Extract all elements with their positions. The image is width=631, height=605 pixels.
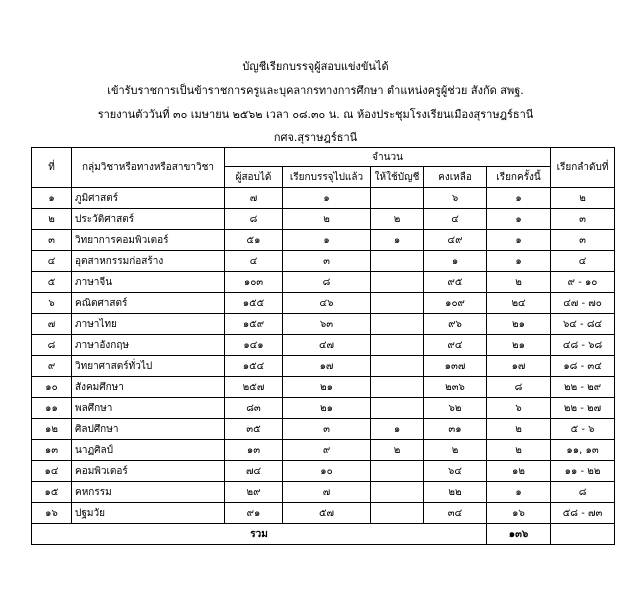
row-no: ๗ — [32, 314, 72, 335]
row-no: ๔ — [32, 251, 72, 272]
row-no: ๑๔ — [32, 461, 72, 482]
row-passed: ๗๔ — [225, 461, 283, 482]
row-used-list: ๒ — [371, 209, 424, 230]
row-called-now: ๒๑ — [487, 335, 551, 356]
table-row — [32, 419, 615, 440]
row-rank: ๓ — [551, 209, 615, 230]
row-called-before: ๑๐ — [283, 461, 371, 482]
table-row — [32, 251, 615, 272]
row-called-before: ๑ — [283, 230, 371, 251]
row-rank: ๙ - ๑๐ — [551, 272, 615, 293]
row-rank: ๒๒ - ๒๙ — [551, 377, 615, 398]
row-remaining: ๑ — [424, 251, 487, 272]
row-subject: สังคมศึกษา — [72, 377, 225, 398]
row-called-now: ๑ — [487, 188, 551, 209]
row-remaining: ๖๒ — [424, 398, 487, 419]
table-row — [32, 335, 615, 356]
row-called-before: ๑๗ — [283, 356, 371, 377]
row-subject: ภาษาไทย — [72, 314, 225, 335]
row-passed: ๗ — [225, 188, 283, 209]
table-row — [32, 209, 615, 230]
row-called-before: ๙ — [283, 440, 371, 461]
table-row — [32, 230, 615, 251]
header-no: ที่ — [32, 148, 72, 188]
row-used-list: ๑ — [371, 419, 424, 440]
row-called-before: ๓ — [283, 251, 371, 272]
row-called-before: ๒๑ — [283, 398, 371, 419]
row-called-now: ๒๔ — [487, 293, 551, 314]
header-used-list: ให้ใช้บัญชี — [371, 167, 424, 188]
row-remaining: ๒ — [424, 440, 487, 461]
row-subject: คหกรรม — [72, 482, 225, 503]
row-rank: ๑๘ - ๓๔ — [551, 356, 615, 377]
header-rank-order: เรียกลำดับที่ — [551, 148, 615, 188]
row-passed: ๒๕๗ — [225, 377, 283, 398]
row-no: ๑๒ — [32, 419, 72, 440]
row-rank: ๒๒ - ๒๗ — [551, 398, 615, 419]
table-row — [32, 272, 615, 293]
row-remaining: ๙๕ — [424, 272, 487, 293]
row-rank: ๕๘ - ๗๓ — [551, 503, 615, 524]
title-line-1: บัญชีเรียกบรรจุผู้สอบแข่งขันได้ — [242, 60, 389, 73]
table-row — [32, 482, 615, 503]
row-rank: ๒ — [551, 188, 615, 209]
row-passed: ๙๑ — [225, 503, 283, 524]
header-called-now: เรียกครั้งนี้ — [487, 167, 551, 188]
row-called-now: ๒ — [487, 272, 551, 293]
row-rank: ๔๘ - ๖๘ — [551, 335, 615, 356]
row-called-now: ๒ — [487, 440, 551, 461]
row-subject: ปฐมวัย — [72, 503, 225, 524]
table-row — [32, 188, 615, 209]
total-row — [32, 524, 615, 545]
row-called-now: ๑ — [487, 482, 551, 503]
row-used-list — [371, 356, 424, 377]
title-line-4: กศจ.สุราษฎร์ธานี — [273, 131, 358, 144]
row-called-now: ๑๗ — [487, 356, 551, 377]
row-called-now: ๘ — [487, 377, 551, 398]
row-no: ๑ — [32, 188, 72, 209]
total-label: รวม — [32, 524, 487, 545]
row-used-list — [371, 398, 424, 419]
row-called-now: ๑๒ — [487, 461, 551, 482]
row-called-now: ๑ — [487, 230, 551, 251]
row-passed: ๑๕๕ — [225, 293, 283, 314]
row-called-before: ๕๗ — [283, 503, 371, 524]
row-remaining: ๓๑ — [424, 419, 487, 440]
header-amount: จำนวน — [225, 148, 551, 167]
total-called-now: ๑๓๖ — [487, 524, 551, 545]
row-subject: คณิตศาสตร์ — [72, 293, 225, 314]
row-used-list — [371, 482, 424, 503]
row-used-list — [371, 503, 424, 524]
row-subject: คอมพิวเตอร์ — [72, 461, 225, 482]
row-rank: ๑๑ - ๒๒ — [551, 461, 615, 482]
title-line-2: เข้ารับราชการเป็นข้าราชการครูและบุคลากรทางการศึกษา ตำแหน่งครูผู้ช่วย สังกัด สพฐ. — [107, 84, 524, 97]
row-called-before: ๘ — [283, 272, 371, 293]
row-subject: ภาษาจีน — [72, 272, 225, 293]
row-used-list — [371, 272, 424, 293]
row-used-list: ๒ — [371, 440, 424, 461]
row-passed: ๒๙ — [225, 482, 283, 503]
row-no: ๑๖ — [32, 503, 72, 524]
row-subject: ภาษาอังกฤษ — [72, 335, 225, 356]
row-remaining: ๔๙ — [424, 230, 487, 251]
row-called-now: ๒๑ — [487, 314, 551, 335]
row-passed: ๘๓ — [225, 398, 283, 419]
table-row — [32, 356, 615, 377]
header-passed: ผู้สอบได้ — [225, 167, 283, 188]
row-called-before: ๔๖ — [283, 293, 371, 314]
row-used-list — [371, 377, 424, 398]
row-called-now: ๑ — [487, 209, 551, 230]
row-rank: ๔๗ - ๗๐ — [551, 293, 615, 314]
row-remaining: ๙๖ — [424, 314, 487, 335]
row-passed: ๕๑ — [225, 230, 283, 251]
table-row — [32, 398, 615, 419]
table-row — [32, 440, 615, 461]
row-used-list — [371, 188, 424, 209]
row-called-before: ๖๓ — [283, 314, 371, 335]
table-row — [32, 293, 615, 314]
row-called-before: ๒ — [283, 209, 371, 230]
row-called-before: ๒๑ — [283, 377, 371, 398]
row-passed: ๑๔๑ — [225, 335, 283, 356]
row-rank: ๑๑, ๑๓ — [551, 440, 615, 461]
title-line-3: รายงานตัววันที่ ๓๐ เมษายน ๒๕๖๒ เวลา ๐๘.๓๐ น. ณ ห้องประชุมโรงเรียนเมืองสุราษฎร์ธานี — [97, 108, 534, 121]
row-used-list — [371, 314, 424, 335]
table-row — [32, 314, 615, 335]
row-rank: ๕ - ๖ — [551, 419, 615, 440]
row-remaining: ๔ — [424, 209, 487, 230]
row-rank: ๘ — [551, 482, 615, 503]
row-subject: อุตสาหกรรมก่อสร้าง — [72, 251, 225, 272]
total-empty — [551, 524, 615, 545]
row-passed: ๘ — [225, 209, 283, 230]
row-no: ๑๓ — [32, 440, 72, 461]
row-passed: ๑๓ — [225, 440, 283, 461]
row-used-list — [371, 251, 424, 272]
row-rank: ๖๔ - ๘๔ — [551, 314, 615, 335]
row-subject: วิทยาการคอมพิวเตอร์ — [72, 230, 225, 251]
row-called-now: ๑ — [487, 251, 551, 272]
table-row — [32, 503, 615, 524]
row-no: ๖ — [32, 293, 72, 314]
row-remaining: ๖๔ — [424, 461, 487, 482]
row-no: ๑๑ — [32, 398, 72, 419]
row-called-now: ๑๖ — [487, 503, 551, 524]
row-remaining: ๑๐๙ — [424, 293, 487, 314]
row-no: ๙ — [32, 356, 72, 377]
row-no: ๘ — [32, 335, 72, 356]
row-subject: ประวัติศาสตร์ — [72, 209, 225, 230]
row-subject: ภูมิศาสตร์ — [72, 188, 225, 209]
row-used-list — [371, 293, 424, 314]
row-no: ๕ — [32, 272, 72, 293]
row-no: ๒ — [32, 209, 72, 230]
row-remaining: ๓๔ — [424, 503, 487, 524]
row-rank: ๔ — [551, 251, 615, 272]
table-body — [32, 188, 615, 524]
row-no: ๓ — [32, 230, 72, 251]
row-subject: พลศึกษา — [72, 398, 225, 419]
row-subject: นาฏศิลป์ — [72, 440, 225, 461]
row-passed: ๑๐๓ — [225, 272, 283, 293]
row-subject: วิทยาศาสตร์ทั่วไป — [72, 356, 225, 377]
row-remaining: ๑๓๗ — [424, 356, 487, 377]
row-remaining: ๙๔ — [424, 335, 487, 356]
row-no: ๑๐ — [32, 377, 72, 398]
header-remaining: คงเหลือ — [424, 167, 487, 188]
row-rank: ๓ — [551, 230, 615, 251]
table-row — [32, 377, 615, 398]
table-row — [32, 461, 615, 482]
header-subject: กลุ่มวิชาหรือทางหรือสาขาวิชา — [72, 148, 225, 188]
row-called-before: ๗ — [283, 482, 371, 503]
row-called-before: ๔๗ — [283, 335, 371, 356]
row-called-now: ๒ — [487, 419, 551, 440]
row-passed: ๑๕๔ — [225, 356, 283, 377]
row-passed: ๔ — [225, 251, 283, 272]
row-called-before: ๑ — [283, 188, 371, 209]
row-passed: ๓๕ — [225, 419, 283, 440]
row-called-before: ๓ — [283, 419, 371, 440]
row-used-list: ๑ — [371, 230, 424, 251]
row-remaining: ๒๒ — [424, 482, 487, 503]
row-used-list — [371, 335, 424, 356]
row-remaining: ๒๓๖ — [424, 377, 487, 398]
call-list-table — [31, 147, 615, 545]
row-remaining: ๖ — [424, 188, 487, 209]
row-no: ๑๕ — [32, 482, 72, 503]
row-used-list — [371, 461, 424, 482]
row-passed: ๑๕๙ — [225, 314, 283, 335]
row-called-now: ๖ — [487, 398, 551, 419]
row-subject: ศิลปศึกษา — [72, 419, 225, 440]
header-called-before: เรียกบรรจุไปแล้ว — [283, 167, 371, 188]
